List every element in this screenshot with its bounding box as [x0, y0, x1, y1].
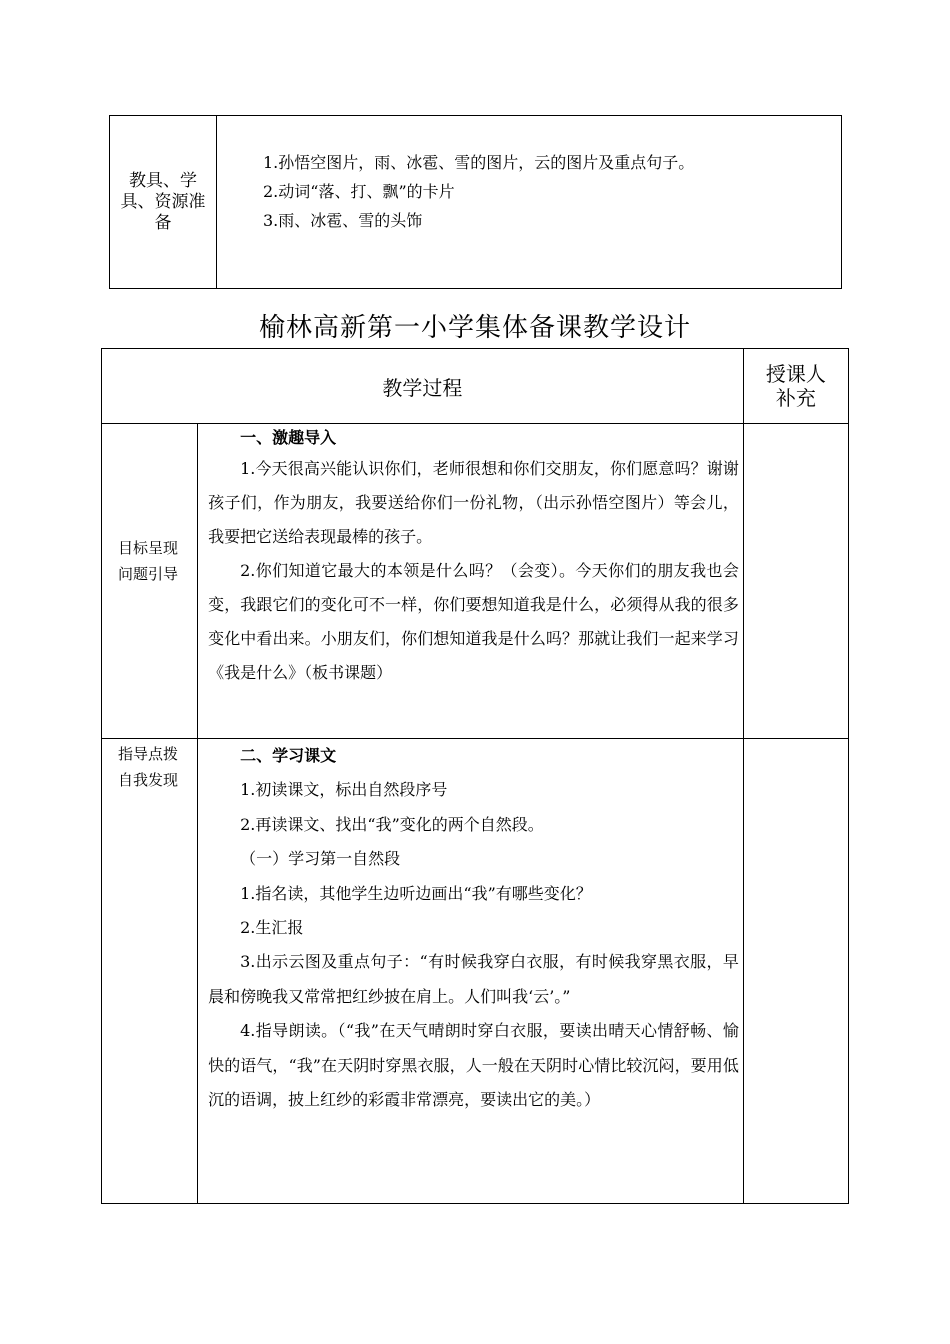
- paragraph: （一）学习第一自然段: [240, 849, 401, 869]
- lesson-plan-table: [101, 348, 849, 1204]
- supplement-header-line2: 补充: [775, 386, 816, 410]
- section-row: [102, 424, 849, 739]
- section1-supplement-cell: [743, 424, 848, 739]
- resources-label-cell: [110, 116, 217, 289]
- section2-content: [198, 739, 744, 1204]
- section-row: [102, 739, 849, 1204]
- resource-item: 1.孙悟空图片，雨、冰雹、雪的图片，云的图片及重点句子。: [263, 153, 695, 172]
- section2-label-line1: 指导点拨: [118, 745, 179, 763]
- section2-label-line2: 自我发现: [118, 771, 179, 789]
- section1-label-cell: [102, 424, 198, 739]
- resources-table: [109, 115, 842, 289]
- process-header-text: 教学过程: [382, 375, 463, 400]
- resource-item: 2.动词“落、打、飘”的卡片: [263, 182, 455, 201]
- supplement-header-line1: 授课人: [765, 362, 826, 386]
- resource-item: 3.雨、冰雹、雪的头饰: [263, 211, 423, 230]
- paragraph: 4.指导朗读。（“我”在天气晴朗时穿白衣服，要读出晴天心情舒畅、愉快的语气，“我”在天阴时穿黑衣服，人一般在天阴时心情比较沉闷，要用低沉的语调，披上红纱的彩霞非常漂亮，要读出它的美。）: [208, 1021, 739, 1110]
- paragraph: 1.初读课文，标出自然段序号: [240, 780, 448, 800]
- section1-label-line1: 目标呈现: [118, 539, 179, 557]
- section1-heading: 一、激趣导入: [240, 428, 337, 447]
- paragraph: 2.再读课文、找出“我”变化的两个自然段。: [240, 814, 544, 834]
- section2-supplement-cell: [743, 739, 848, 1204]
- section2-label-cell: [102, 739, 198, 1204]
- section1-content: [198, 424, 744, 739]
- paragraph: 2.生汇报: [240, 918, 304, 938]
- section1-label-line2: 问题引导: [118, 565, 179, 583]
- paragraph: 1.今天很高兴能认识你们，老师很想和你们交朋友，你们愿意吗？谢谢孩子们，作为朋友，我要送给你们一份礼物，（出示孙悟空图片）等会儿，我要把它送给表现最棒的孩子。: [208, 459, 739, 546]
- document-title: 榆林高新第一小学集体备课教学设计: [258, 313, 691, 343]
- supplement-header: [743, 349, 848, 424]
- paragraph: 1.指名读，其他学生边听边画出“我”有哪些变化？: [240, 883, 592, 903]
- header-row: [102, 349, 849, 424]
- process-header: [102, 349, 744, 424]
- paragraph: 2.你们知道它最大的本领是什么吗？（会变）。今天你们的朋友我也会变，我跟它们的变化可不一样，你们要想知道我是什么，必须得从我的很多变化中看出来。小朋友们，你们想知道我是什么吗？那就让我们一起来学习《我是什么》（板书课题）: [208, 561, 739, 682]
- section2-heading: 二、学习课文: [240, 746, 337, 765]
- resources-content-cell: [217, 116, 842, 289]
- paragraph: 3.出示云图及重点句子：“有时候我穿白衣服，有时候我穿黑衣服，早晨和傍晚我又常常把红纱披在肩上。人们叫我‘云’。”: [208, 952, 739, 1006]
- resources-label: 教具、学具、资源准备: [120, 170, 206, 233]
